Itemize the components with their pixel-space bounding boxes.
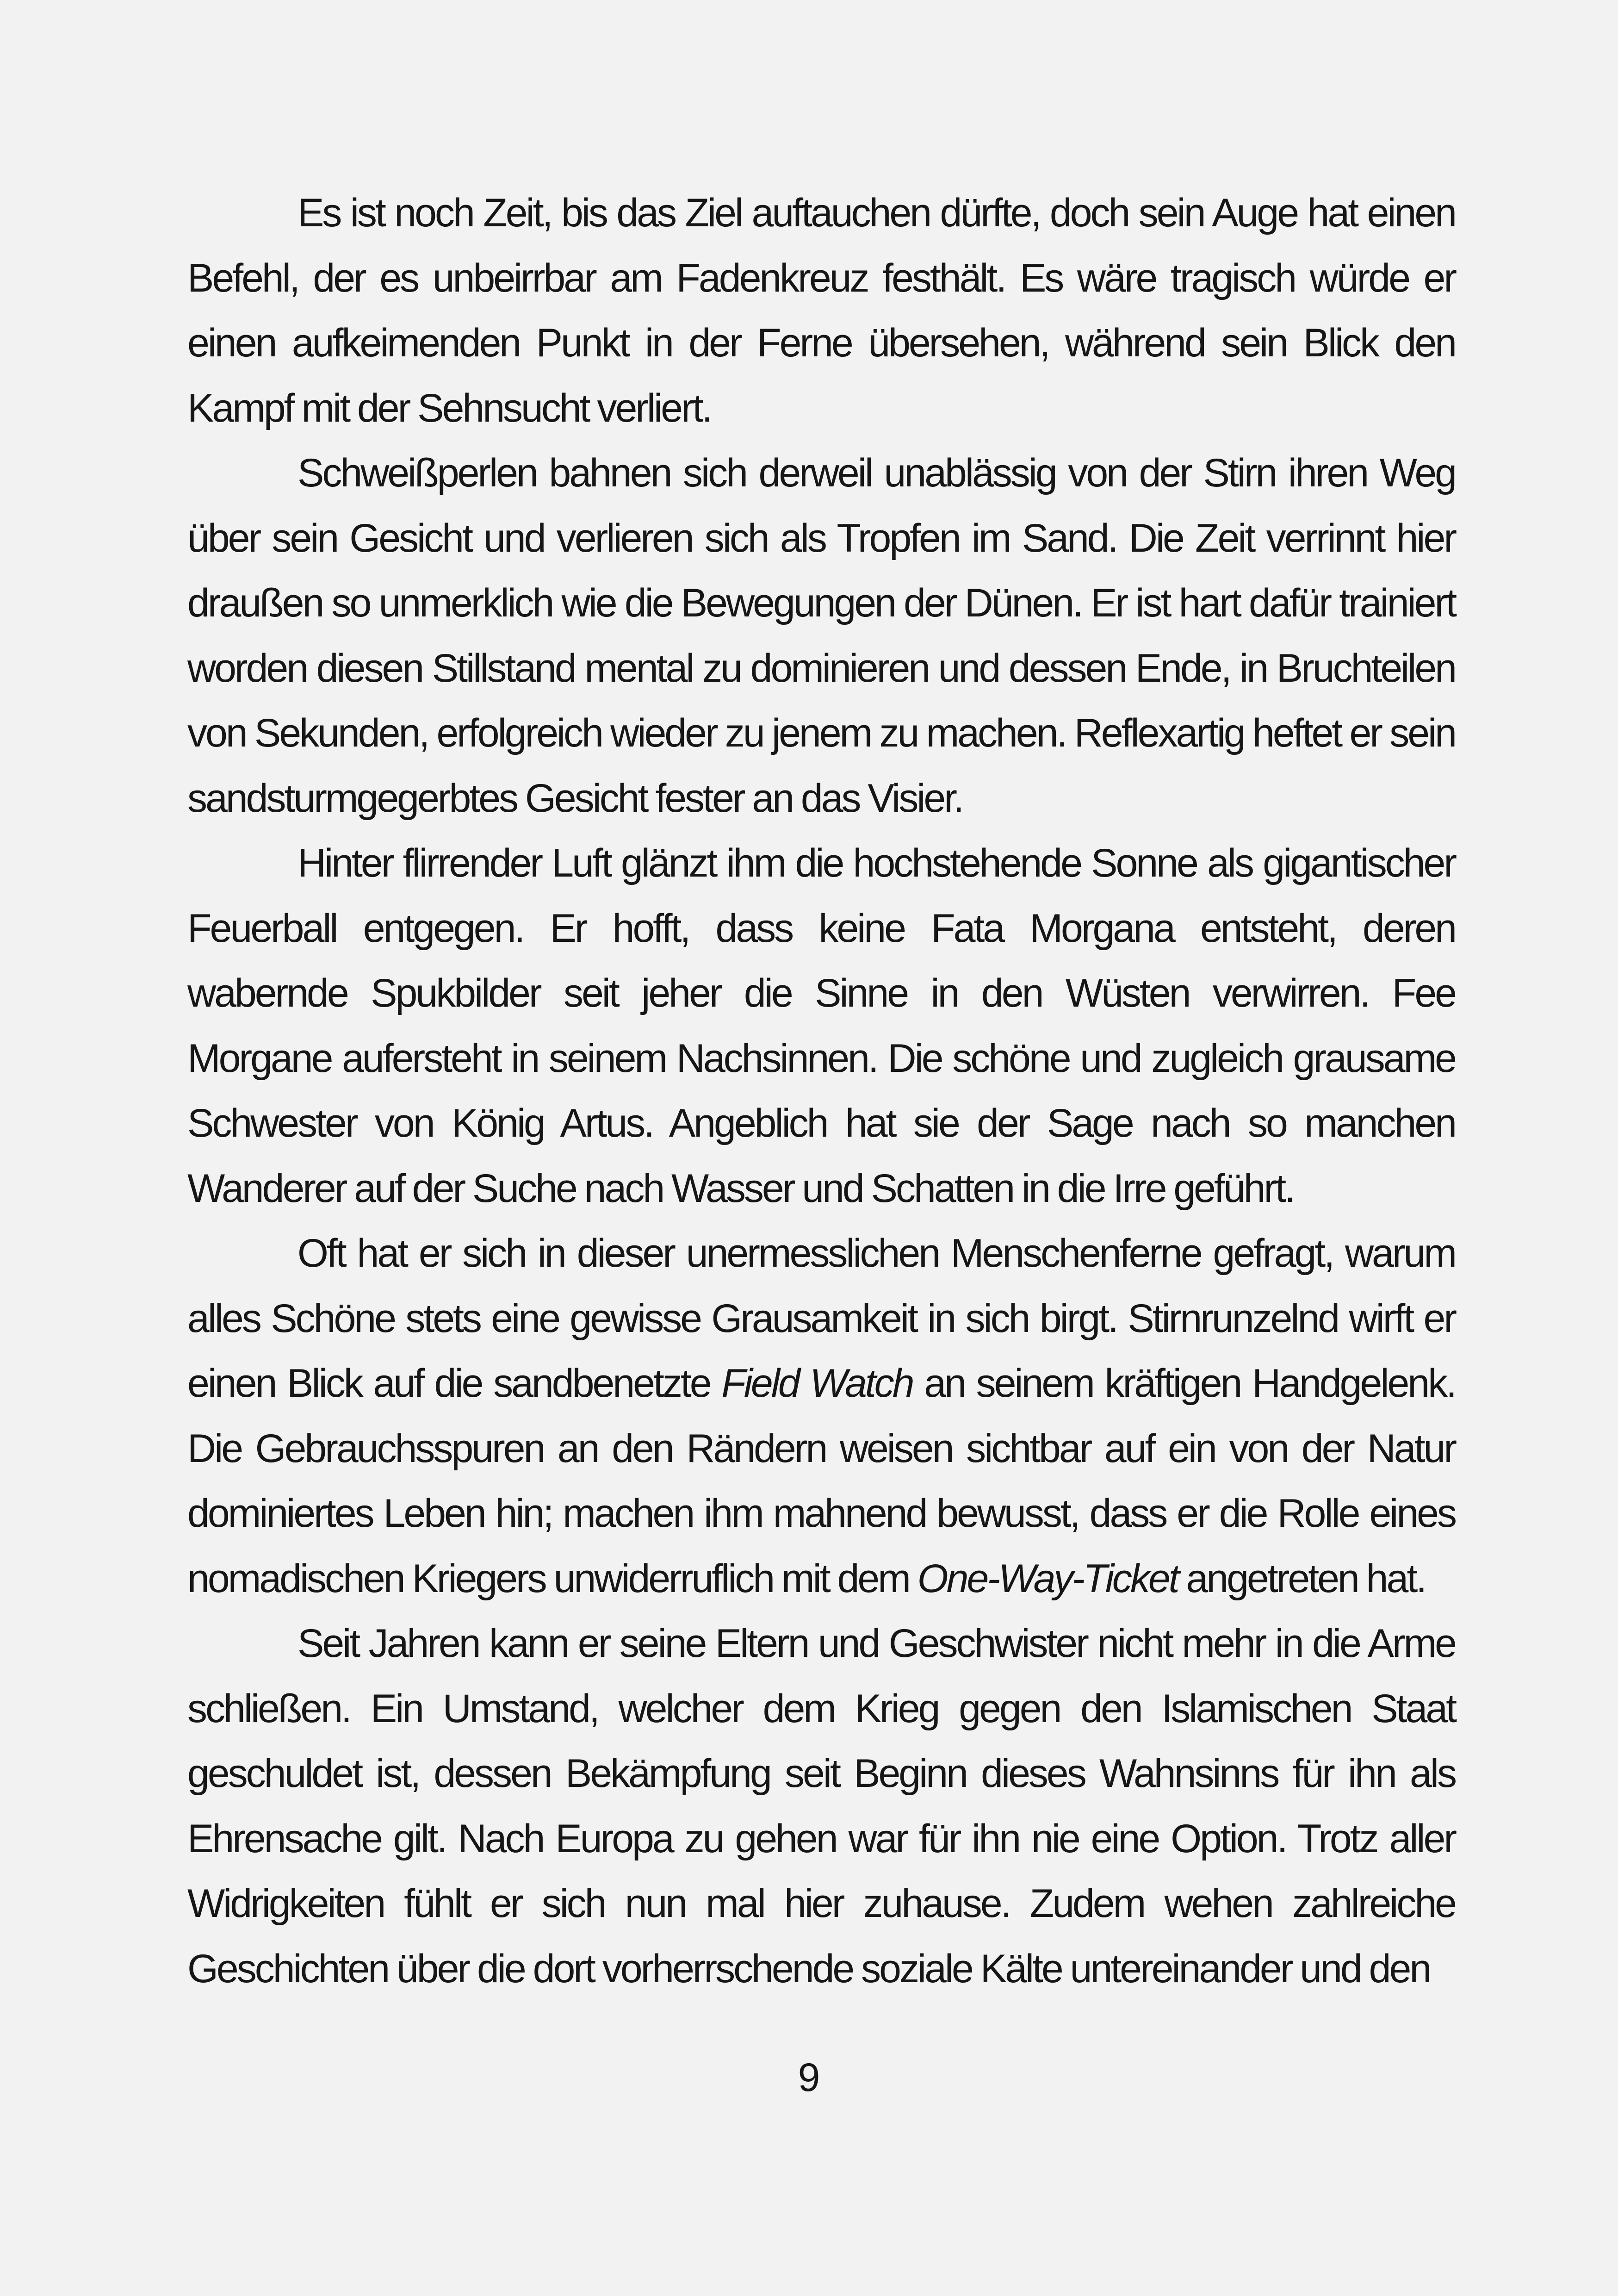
text-run: Seit Jahren kann er seine Eltern und Geschwister nicht mehr in die Arme schließen. Ein Umstand, welcher dem Krieg gegen den Islamischen Staat geschuldet ist, dessen Bekämpfung seit Beginn dieses Wahnsinns für ihn als Ehrensache gilt. Nach Europa zu gehen war für ihn nie eine Option. Trotz aller Widrigkeiten fühlt er sich nun mal hier zuhause. Zudem wehen zahlreiche Geschichten über die dort vorherrschende soziale Kälte untereinander und den	[187, 1621, 1455, 1991]
paragraph	[187, 831, 1455, 1221]
paragraph	[187, 1611, 1455, 2001]
paragraph	[187, 441, 1455, 831]
body-text	[187, 180, 1455, 2001]
italic-term: Field Watch	[721, 1361, 913, 1406]
page-number: 9	[798, 2055, 820, 2100]
italic-term: One-Way-Ticket	[917, 1556, 1178, 1601]
text-run: Es ist noch Zeit, bis das Ziel auftauchen dürfte, doch sein Auge hat einen Befehl, der es unbeirrbar am Fadenkreuz festhält. Es wäre tragisch würde er einen aufkeimenden Punkt in der Ferne übersehen, während sein Blick den Kampf mit der Sehnsucht verliert.	[187, 191, 1455, 430]
text-run: Oft hat er sich in dieser unermesslichen Menschenferne gefragt, warum alles Schöne stets eine gewisse Grausamkeit in sich birgt. Stirnrunzelnd wirft er einen Blick auf die sandbenetzte	[187, 1231, 1455, 1406]
text-run: Schweißperlen bahnen sich derweil unablässig von der Stirn ihren Weg über sein Gesicht und verlieren sich als Tropfen im Sand. Die Zeit verrinnt hier draußen so unmerklich wie die Bewegungen der Dünen. Er ist hart dafür trainiert worden diesen Stillstand mental zu dominieren und dessen Ende, in Bruchteilen von Sekunden, erfolgreich wieder zu jenem zu machen. Reflexartig heftet er sein sandsturmgegerbtes Gesicht fester an das Visier.	[187, 451, 1455, 821]
text-run: Hinter flirrender Luft glänzt ihm die hochstehende Sonne als gigantischer Feuerball entgegen. Er hofft, dass keine Fata Morgana entsteht, deren wabernde Spukbilder seit jeher die Sinne in den Wüsten verwirren. Fee Morgane aufersteht in seinem Nachsinnen. Die schöne und zugleich grausame Schwester von König Artus. Angeblich hat sie der Sage nach so manchen Wanderer auf der Suche nach Wasser und Schatten in die Irre geführt.	[187, 841, 1455, 1211]
text-run: an seinem kräftigen Handgelenk. Die Gebrauchsspuren an den Rändern weisen sichtbar auf ein von der Natur dominiertes Leben hin; machen ihm mahnend bewusst, dass er die Rolle eines nomadischen Kriegers unwiderruflich mit dem	[187, 1361, 1455, 1601]
paragraph	[187, 1221, 1455, 1611]
text-run: angetreten hat.	[1178, 1556, 1426, 1601]
paragraph	[187, 180, 1455, 441]
